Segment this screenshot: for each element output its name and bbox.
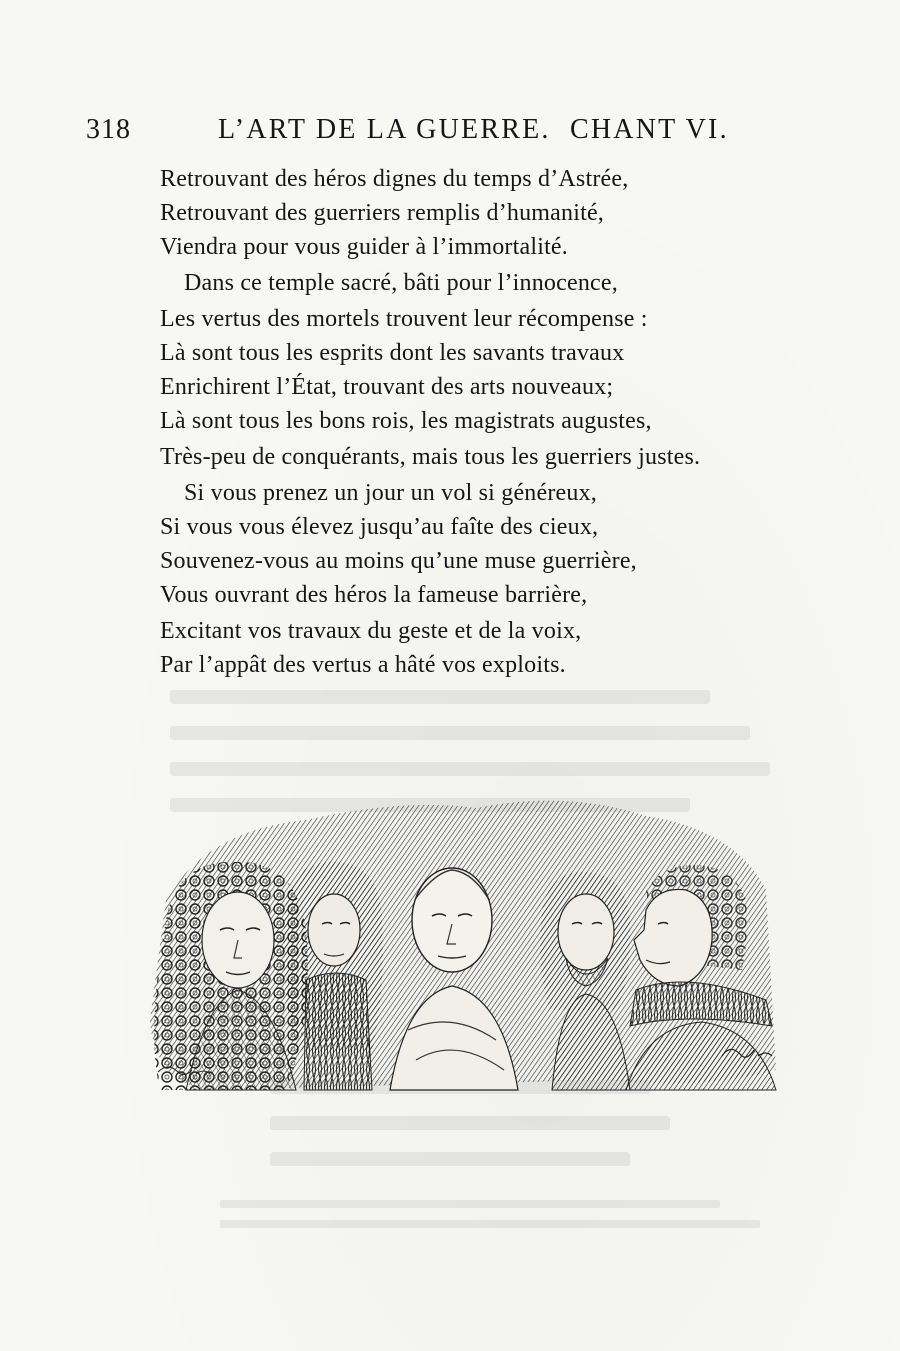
verse-line: Par l’appât des vertus a hâté vos exploits. (160, 652, 566, 678)
verse-line: Les vertus des mortels trouvent leur récompense : (160, 306, 648, 332)
engraving-illustration (146, 790, 780, 1120)
chant-label: CHANT VI. (570, 114, 729, 145)
verse-line: Retrouvant des guerriers remplis d’humanité, (160, 200, 605, 226)
verse-line: Souvenez-vous au moins qu’une muse guerrière, (160, 548, 637, 574)
verse-line: Viendra pour vous guider à l’immortalité. (160, 234, 568, 260)
verse-line: Si vous vous élevez jusqu’au faîte des cieux, (160, 514, 599, 540)
page-number: 318 (86, 114, 131, 145)
running-header (0, 114, 900, 150)
verse-line: Enrichirent l’État, trouvant des arts nouveaux; (160, 374, 614, 400)
verse-line: Dans ce temple sacré, bâti pour l’innocence, (184, 270, 618, 296)
verse-line: Si vous prenez un jour un vol si généreux, (184, 480, 597, 506)
verse-line: Là sont tous les bons rois, les magistrats augustes, (160, 408, 652, 434)
verse-line: Très-peu de conquérants, mais tous les guerriers justes. (160, 444, 701, 470)
verse-line: Excitant vos travaux du geste et de la voix, (160, 618, 582, 644)
verse-line: Retrouvant des héros dignes du temps d’Astrée, (160, 166, 629, 192)
running-title: L’ART DE LA GUERRE. (218, 114, 551, 145)
verse-line: Là sont tous les esprits dont les savants travaux (160, 340, 625, 366)
verse-line: Vous ouvrant des héros la fameuse barrière, (160, 582, 588, 608)
